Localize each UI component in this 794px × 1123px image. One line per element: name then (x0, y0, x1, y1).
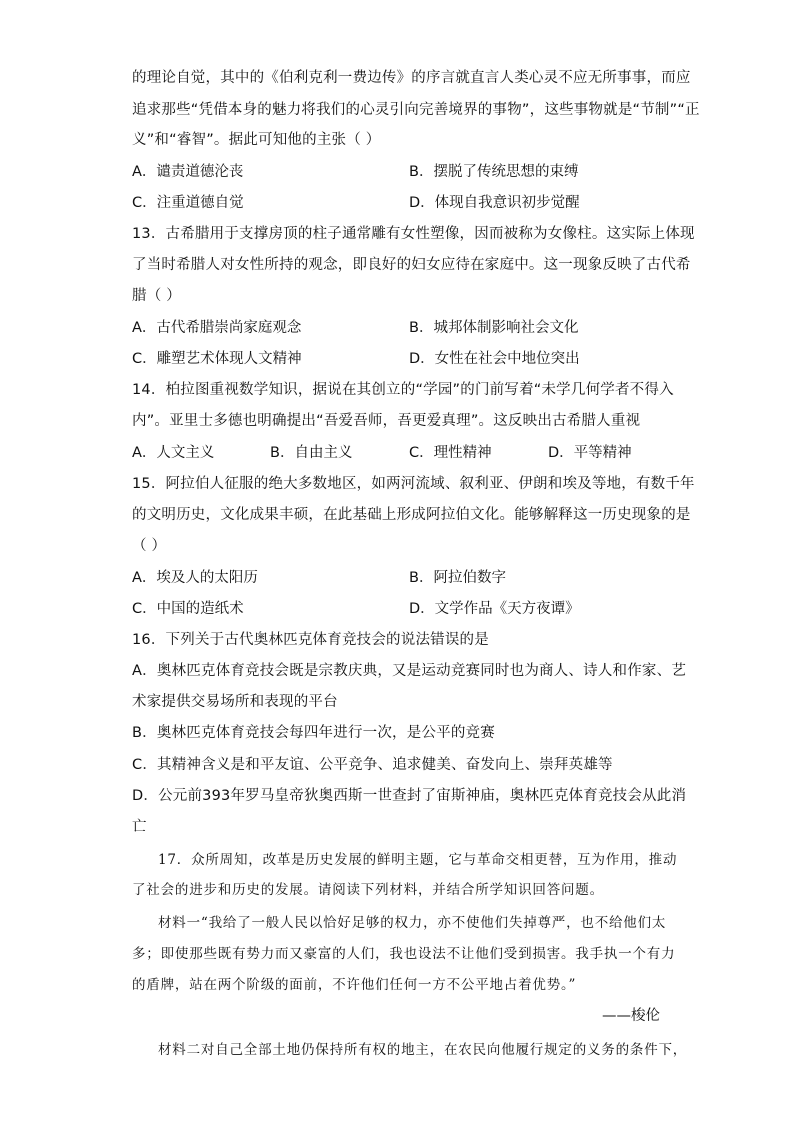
q12-option-b: B．摆脱了传统思想的束缚 (409, 164, 579, 180)
q16-line-b: B．奥林匹克体育竞技会每四年进行一次，是公平的竞赛 (132, 725, 495, 741)
q17-intro-1: 17．众所周知，改革是历史发展的鲜明主题，它与革命交相更替，互为作用，推动 (158, 852, 678, 868)
q15-option-b: B．阿拉伯数字 (409, 570, 506, 586)
q16-line-a2: 术家提供交易场所和表现的平台 (132, 694, 338, 710)
q16-line-d1: D．公元前393年罗马皇帝狄奥西斯一世查封了宙斯神庙，奥林匹克体育竞技会从此消 (132, 788, 687, 804)
q13-line-3: 腊（ ） (132, 288, 181, 304)
q12-option-d: D．体现自我意识初步觉醒 (409, 195, 580, 211)
q12-option-a: A．谴责道德沦丧 (132, 164, 244, 180)
q12-line-2: 追求那些“凭借本身的魅力将我们的心灵引向完善境界的事物”，这些事物就是“节制”“正 (132, 102, 700, 118)
q14-option-b: B．自由主义 (270, 445, 353, 461)
q13-option-b: B．城邦体制影响社会文化 (409, 320, 579, 336)
q17-material2-line-1: 材料二对自己全部土地仍保持所有权的地主，在农民向他履行规定的义务的条件下， (158, 1042, 688, 1058)
q15-line-3: （ ） (132, 538, 167, 554)
q17-material1-line-1: 材料一“我给了一般人民以恰好足够的权力，亦不使他们失掉尊严，也不给他们太 (158, 915, 667, 931)
q13-line-2: 了当时希腊人对女性所持的观念，即良好的妇女应待在家庭中。这一现象反映了古代希 (132, 257, 691, 273)
q14-option-d: D．平等精神 (548, 445, 632, 461)
q12-line-1: 的理论自觉，其中的《伯利克利一费边传》的序言就直言人类心灵不应无所事事，而应 (132, 70, 691, 86)
q12-line-3: 义”和“睿智”。据此可知他的主张（ ） (132, 132, 381, 148)
q16-line-a1: A．奥林匹克体育竞技会既是宗教庆典，又是运动竞赛同时也为商人、诗人和作家、艺 (132, 663, 687, 679)
q14-option-a: A．人文主义 (132, 445, 215, 461)
q16-line-c: C．其精神含义是和平友谊、公平竞争、追求健美、奋发向上、崇拜英雄等 (132, 757, 613, 773)
q13-option-c: C．雕塑艺术体现人文精神 (132, 351, 302, 367)
q12-option-c: C．注重道德自觉 (132, 195, 244, 211)
q15-option-c: C．中国的造纸术 (132, 601, 244, 617)
q13-option-d: D．女性在社会中地位突出 (409, 351, 580, 367)
q17-intro-2: 了社会的进步和历史的发展。请阅读下列材料，并结合所学知识回答问题。 (132, 882, 604, 898)
q17-material1-line-2: 多；即使那些既有势力而又豪富的人们，我也设法不让他们受到损害。我手执一个有力 (132, 946, 676, 962)
q15-option-a: A．埃及人的太阳历 (132, 570, 258, 586)
q13-line-1: 13．古希腊用于支撑房顶的柱子通常雕有女性塑像，因而被称为女像柱。这实际上体现 (132, 226, 695, 242)
q14-option-c: C．理性精神 (409, 445, 492, 461)
q14-line-1: 14．柏拉图重视数学知识，据说在其创立的“学园”的门前写着“未学几何学者不得入 (132, 382, 674, 398)
q14-line-2: 内”。亚里士多德也明确提出“吾爱吾师，吾更爱真理”。这反映出古希腊人重视 (132, 413, 641, 429)
q17-material1-line-3: 的盾牌，站在两个阶级的面前，不许他们任何一方不公平地占着优势。” (132, 977, 577, 993)
q15-line-2: 的文明历史，文化成果丰硕，在此基础上形成阿拉伯文化。能够解释这一历史现象的是 (132, 507, 691, 523)
q15-line-1: 15．阿拉伯人征服的绝大多数地区，如两河流域、叙利亚、伊朗和埃及等地，有数千年 (132, 476, 695, 492)
q16-line-d2: 亡 (132, 819, 147, 835)
q17-attribution: ——梭伦 (602, 1008, 660, 1024)
q13-option-a: A．古代希腊崇尚家庭观念 (132, 320, 302, 336)
q15-option-d: D．文学作品《天方夜谭》 (409, 601, 580, 617)
q16-stem: 16．下列关于古代奥林匹克体育竞技会的说法错误的是 (132, 632, 489, 648)
